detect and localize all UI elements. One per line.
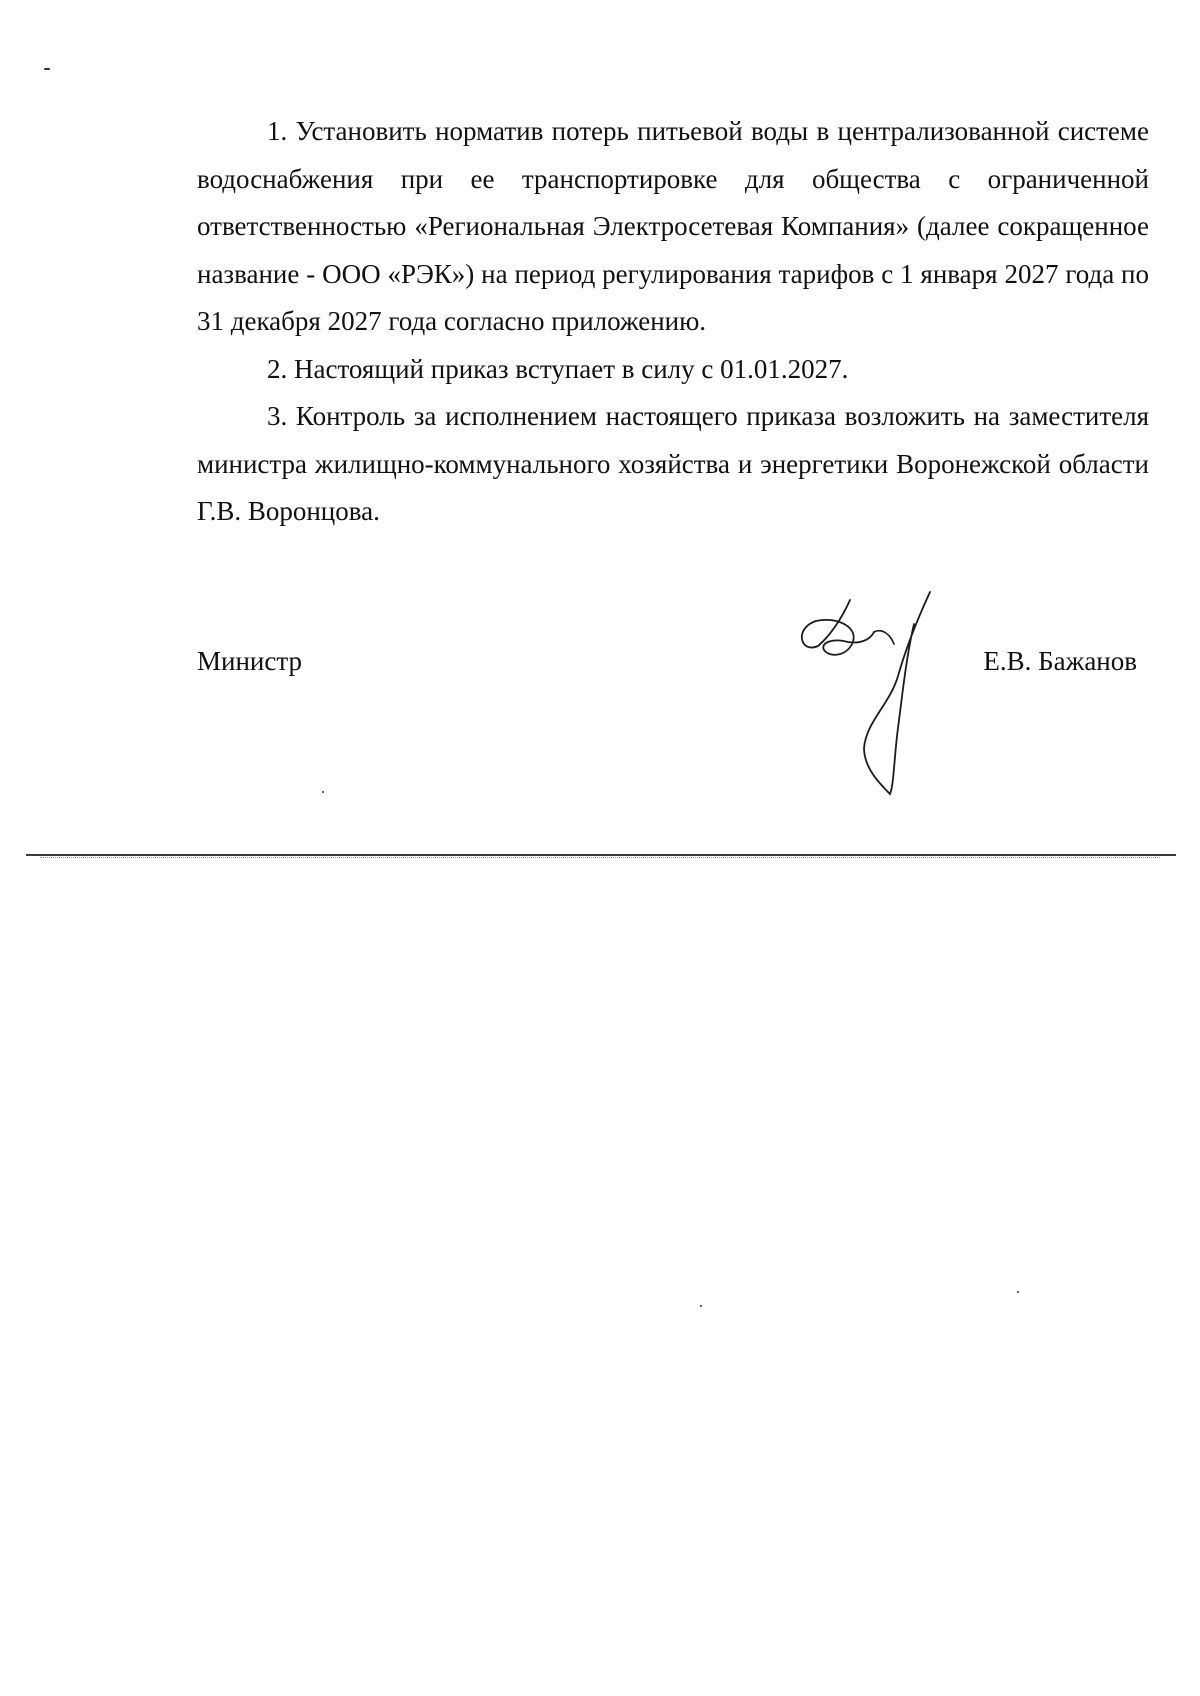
order-item-1: 1. Установить норматив потерь питьевой воды в централизованной системе водоснабжения при ее транспортировке для общества с ограниченной ответственностью «Региональная Электросетевая Компания» (далее сокращенное название - ООО «РЭК») на период регулирования тарифов с 1 января 2027 года по 31 декабря 2027 года согласно приложению.: [197, 116, 1149, 336]
page-separator-line: [26, 854, 1176, 856]
scan-speck: [322, 791, 324, 793]
order-item-3: 3. Контроль за исполнением настоящего приказа возложить на заместителя министра жилищно-коммунального хозяйства и энергетики Воронежской области Г.В. Воронцова.: [197, 401, 1149, 526]
scan-speck: [1017, 1291, 1019, 1293]
signature-block: [197, 640, 1137, 680]
handwritten-signature: [790, 588, 940, 798]
scan-speck: [700, 1305, 702, 1307]
page-separator-shadow: [40, 857, 1160, 858]
scan-speck: [44, 68, 50, 70]
signatory-name: Е.В. Бажанов: [983, 646, 1137, 676]
order-item-2: 2. Настоящий приказ вступает в силу с 01.01.2027.: [267, 353, 849, 384]
signatory-position: Министр: [197, 646, 302, 676]
order-body: [197, 108, 1149, 536]
